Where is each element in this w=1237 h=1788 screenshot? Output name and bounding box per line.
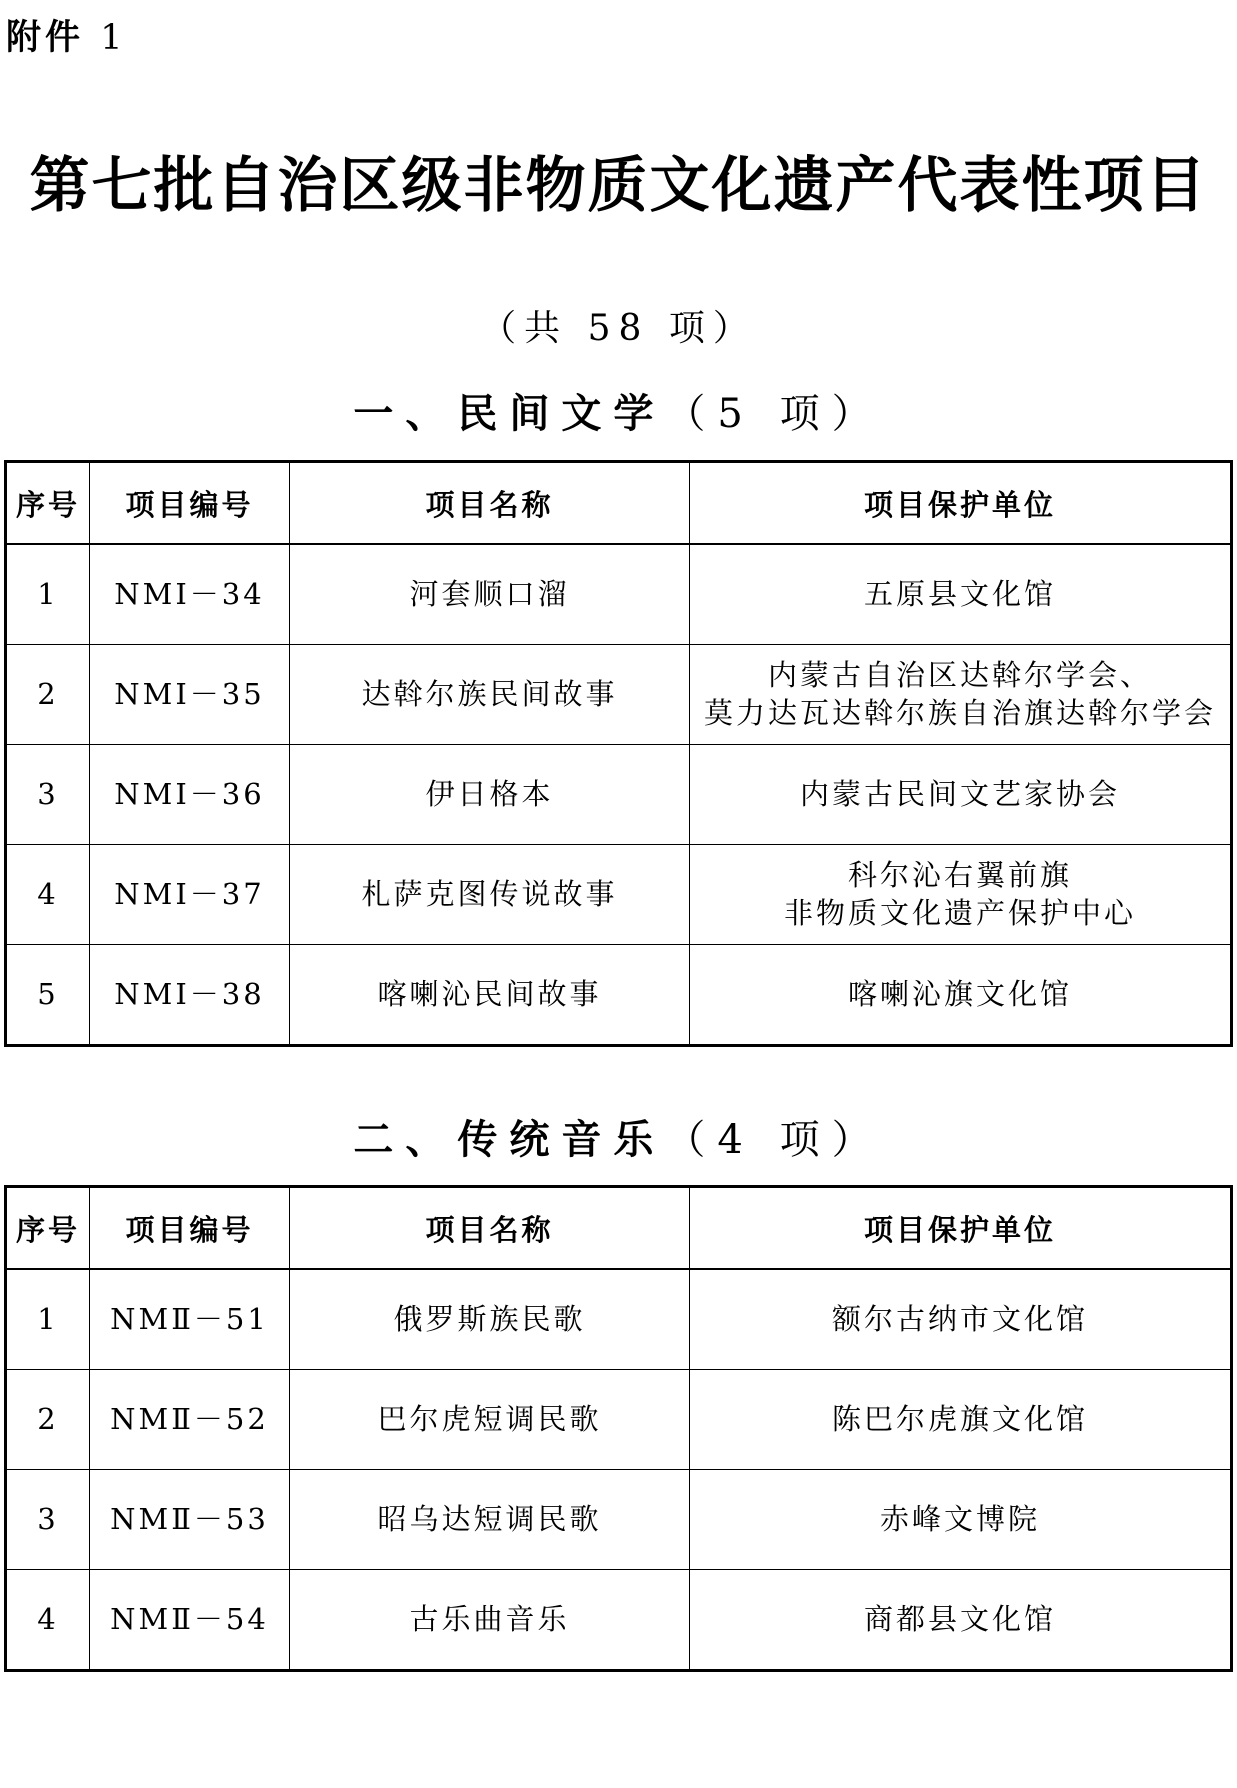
row-code: NMⅡ－54 bbox=[90, 1570, 290, 1671]
unit-line: 额尔古纳市文化馆 bbox=[831, 1301, 1088, 1336]
row-name: 札萨克图传说故事 bbox=[290, 845, 690, 945]
row-unit bbox=[690, 845, 1232, 945]
table-row bbox=[6, 645, 1232, 745]
col-header-code: 项目编号 bbox=[90, 462, 290, 545]
section-heading-2 bbox=[0, 1108, 1237, 1165]
table-row bbox=[6, 544, 1232, 645]
attachment-number: 1 bbox=[100, 18, 127, 58]
row-number: 3 bbox=[6, 1470, 90, 1570]
row-unit bbox=[690, 645, 1232, 745]
row-number: 4 bbox=[6, 845, 90, 945]
row-code: NMⅠ－36 bbox=[90, 745, 290, 845]
col-header-name: 项目名称 bbox=[290, 462, 690, 545]
row-unit bbox=[690, 945, 1232, 1046]
row-number: 2 bbox=[6, 645, 90, 745]
section-2-table bbox=[4, 1185, 1233, 1672]
table-row bbox=[6, 945, 1232, 1046]
section-title: 二、传统音乐 bbox=[353, 1117, 666, 1163]
row-name: 俄罗斯族民歌 bbox=[290, 1269, 690, 1370]
row-name: 伊日格本 bbox=[290, 745, 690, 845]
table-header-row bbox=[6, 462, 1232, 545]
section-title: 一、民间文学 bbox=[353, 391, 666, 437]
table-row bbox=[6, 1570, 1232, 1671]
col-header-number: 序号 bbox=[6, 462, 90, 545]
table-row bbox=[6, 1370, 1232, 1470]
row-name: 喀喇沁民间故事 bbox=[290, 945, 690, 1046]
row-number: 4 bbox=[6, 1570, 90, 1671]
row-code: NMⅡ－52 bbox=[90, 1370, 290, 1470]
unit-line: 科尔沁右翼前旗 bbox=[847, 857, 1072, 892]
section-count: （4 项） bbox=[665, 1117, 884, 1163]
row-unit bbox=[690, 544, 1232, 645]
table-row bbox=[6, 1470, 1232, 1570]
row-code: NMⅠ－37 bbox=[90, 845, 290, 945]
row-unit bbox=[690, 1470, 1232, 1570]
row-number: 5 bbox=[6, 945, 90, 1046]
row-unit bbox=[690, 1269, 1232, 1370]
section-count: （5 项） bbox=[665, 391, 884, 437]
row-name: 古乐曲音乐 bbox=[290, 1570, 690, 1671]
col-header-unit: 项目保护单位 bbox=[690, 1187, 1232, 1270]
unit-line: 喀喇沁旗文化馆 bbox=[847, 976, 1072, 1011]
row-code: NMⅠ－35 bbox=[90, 645, 290, 745]
row-number: 3 bbox=[6, 745, 90, 845]
col-header-name: 项目名称 bbox=[290, 1187, 690, 1270]
row-name: 达斡尔族民间故事 bbox=[290, 645, 690, 745]
attachment-label bbox=[6, 10, 126, 60]
table-header-row bbox=[6, 1187, 1232, 1270]
row-unit bbox=[690, 1370, 1232, 1470]
section-1-table bbox=[4, 460, 1233, 1047]
table-row bbox=[6, 845, 1232, 945]
row-name: 河套顺口溜 bbox=[290, 544, 690, 645]
row-number: 1 bbox=[6, 544, 90, 645]
unit-line: 非物质文化遗产保护中心 bbox=[783, 895, 1136, 930]
row-unit bbox=[690, 1570, 1232, 1671]
unit-line: 内蒙古自治区达斡尔学会、 bbox=[767, 657, 1152, 692]
row-number: 2 bbox=[6, 1370, 90, 1470]
col-header-code: 项目编号 bbox=[90, 1187, 290, 1270]
unit-line: 五原县文化馆 bbox=[863, 576, 1056, 611]
row-code: NMⅠ－34 bbox=[90, 544, 290, 645]
unit-line: 内蒙古民间文艺家协会 bbox=[799, 776, 1120, 811]
col-header-number: 序号 bbox=[6, 1187, 90, 1270]
section-heading-1 bbox=[0, 382, 1237, 439]
document-subtitle: （共 58 项） bbox=[480, 308, 757, 349]
row-unit bbox=[690, 745, 1232, 845]
unit-line: 陈巴尔虎旗文化馆 bbox=[831, 1401, 1088, 1436]
row-number: 1 bbox=[6, 1269, 90, 1370]
table-row bbox=[6, 1269, 1232, 1370]
unit-line: 莫力达瓦达斡尔族自治旗达斡尔学会 bbox=[703, 695, 1216, 730]
row-name: 巴尔虎短调民歌 bbox=[290, 1370, 690, 1470]
col-header-unit: 项目保护单位 bbox=[690, 462, 1232, 545]
attachment-text: 附件 bbox=[6, 18, 85, 58]
unit-line: 商都县文化馆 bbox=[863, 1601, 1056, 1636]
document-title: 第七批自治区级非物质文化遗产代表性项目 bbox=[29, 151, 1208, 221]
row-code: NMⅠ－38 bbox=[90, 945, 290, 1046]
table-row bbox=[6, 745, 1232, 845]
row-code: NMⅡ－53 bbox=[90, 1470, 290, 1570]
row-name: 昭乌达短调民歌 bbox=[290, 1470, 690, 1570]
unit-line: 赤峰文博院 bbox=[879, 1501, 1040, 1536]
row-code: NMⅡ－51 bbox=[90, 1269, 290, 1370]
